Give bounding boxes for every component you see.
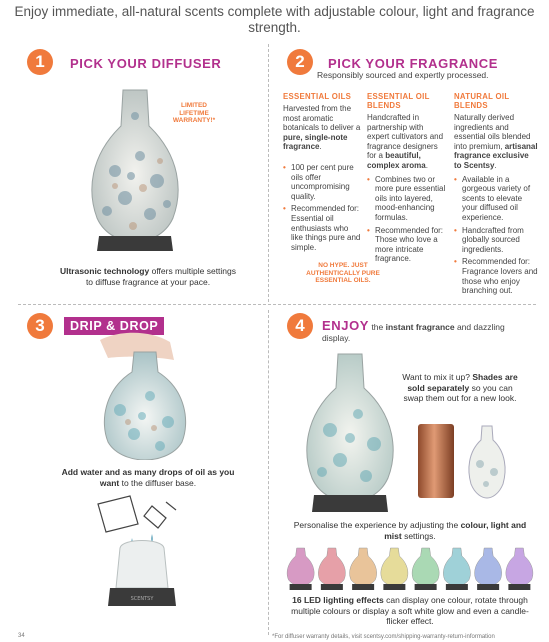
step-4-title-post: and dazzling display. — [322, 322, 505, 343]
led-bold: 16 LED lighting effects — [292, 595, 384, 605]
desc-bold: pure, single-note fragrance — [283, 132, 348, 152]
led-diffuser-8 — [506, 548, 533, 590]
step-2-number: 2 — [287, 49, 313, 75]
step-3-caption-rest: to the diffuser base. — [119, 477, 197, 488]
desc-text: Harvested from the most aromatic botanicals to deliver a — [283, 104, 361, 133]
step-4-number: 4 — [287, 313, 313, 339]
column-description — [454, 113, 538, 171]
led-diffuser-2 — [318, 548, 345, 590]
fragrance-column-essential-oils — [283, 92, 361, 252]
mix-end: so you can swap them out for a new look. — [403, 382, 517, 403]
step-1-number: 1 — [27, 49, 53, 75]
list-item: • Recommended for: Those who love a more intricate fragrance. — [367, 226, 447, 264]
led-diffuser-7 — [475, 548, 502, 590]
column-heading: NATURAL OIL BLENDS — [454, 92, 510, 110]
list-item: • Combines two or more pure essential oils into layered, mood-enhancing formulas. — [367, 175, 447, 223]
desc-bold: artisanal fragrance exclusive to Scentsy — [454, 141, 538, 170]
desc-end: . — [425, 160, 428, 170]
step-1-caption-bold: Ultrasonic technology — [59, 266, 150, 276]
step-4-heading — [322, 320, 522, 344]
warranty-note: LIMITED LIFETIME WARRANTY!* — [172, 102, 216, 125]
personalise-end: settings. — [401, 530, 436, 541]
footnote: *For diffuser warranty details, visit scentsy.com/shipping-warranty-return-information — [272, 634, 495, 640]
desc-text: Naturally derived ingredients and essential oils blended into premium, — [454, 113, 531, 151]
desc-end: . — [319, 142, 322, 152]
step-4-title: ENJOY — [322, 318, 370, 333]
led-diffuser-1 — [287, 548, 314, 590]
column-heading: ESSENTIAL OIL BLENDS — [367, 92, 430, 110]
led-caption — [290, 595, 530, 627]
step-4-title-bold: instant fragrance — [385, 322, 455, 332]
column-heading: ESSENTIAL OILS — [283, 92, 352, 101]
mix-bold: Shades are sold separately — [407, 372, 518, 393]
fragrance-column-natural-oil-blends — [454, 92, 538, 296]
intro-text: Enjoy immediate, all-natural scents complete with adjustable colour, light and fragrance strength. — [14, 4, 535, 35]
personalise-caption — [290, 520, 530, 541]
column-description — [367, 113, 447, 171]
mix-text: Want to mix it up? — [402, 372, 473, 382]
personalise-bold: colour, light and mist — [384, 520, 527, 541]
step-3-caption — [58, 467, 238, 488]
led-diffuser-row — [285, 546, 535, 592]
led-diffuser-5 — [412, 548, 439, 590]
led-diffuser-6 — [443, 548, 470, 590]
column-description — [283, 104, 361, 152]
list-item: • Recommended for: Essential oil enthusiasts who like things pure and simple. — [283, 204, 361, 252]
desc-bold: beautiful, complex aroma — [367, 151, 426, 170]
list-item: • Available in a gorgeous variety of scents to elevate your diffused oil experience. — [454, 175, 538, 223]
personalise-text: Personalise the experience by adjusting the — [293, 520, 461, 530]
step-1-caption-rest: offers multiple settings to diffuse fragrance at your pace. — [85, 266, 237, 287]
led-diffuser-4 — [381, 548, 408, 590]
horizontal-divider — [18, 304, 536, 305]
step-2-title: PICK YOUR FRAGRANCE — [328, 56, 499, 71]
no-hype-note: NO HYPE. JUST AUTHENTICALLY PURE ESSENTIAL OILS. — [306, 262, 380, 285]
step-1-caption — [58, 266, 238, 287]
step-3-number: 3 — [27, 313, 53, 339]
led-rest: can display one colour, rotate through multiple colours or display a soft white glow and even a candle-flicker effect. — [291, 595, 529, 626]
list-item: • Handcrafted from globally sourced ingredients. — [454, 226, 538, 255]
vertical-divider-bottom — [268, 310, 269, 635]
desc-text: Handcrafted in partnership with expert cultivators and fragrance designers for a — [367, 113, 444, 161]
desc-end: . — [494, 160, 497, 170]
step-3-caption-bold: Add water and as many drops of oil as you want — [61, 467, 235, 488]
step-2-subtitle: Responsibly sourced and expertly processed. — [317, 70, 489, 80]
diffuser-with-hand-image — [90, 330, 200, 460]
step-1-title: PICK YOUR DIFFUSER — [70, 56, 222, 71]
mix-it-up-note — [400, 372, 520, 404]
step-4-title-pre: the — [369, 322, 386, 332]
lit-diffuser-image — [300, 350, 400, 515]
copper-shade-image — [414, 422, 458, 500]
step-3-title: DRIP & DROP — [64, 317, 164, 335]
list-item: • 100 per cent pure oils offer uncompromising quality. — [283, 163, 361, 201]
vertical-divider-top — [268, 44, 269, 302]
led-diffuser-3 — [350, 548, 377, 590]
drip-illustration — [92, 488, 192, 618]
mosaic-shade-image — [466, 424, 508, 500]
base-brand-text: SCENTSY — [130, 596, 154, 602]
fragrance-column-essential-oil-blends — [367, 92, 447, 264]
page-number: 34 — [18, 633, 25, 639]
list-item: • Recommended for: Fragrance lovers and those who enjoy branching out. — [454, 257, 538, 295]
